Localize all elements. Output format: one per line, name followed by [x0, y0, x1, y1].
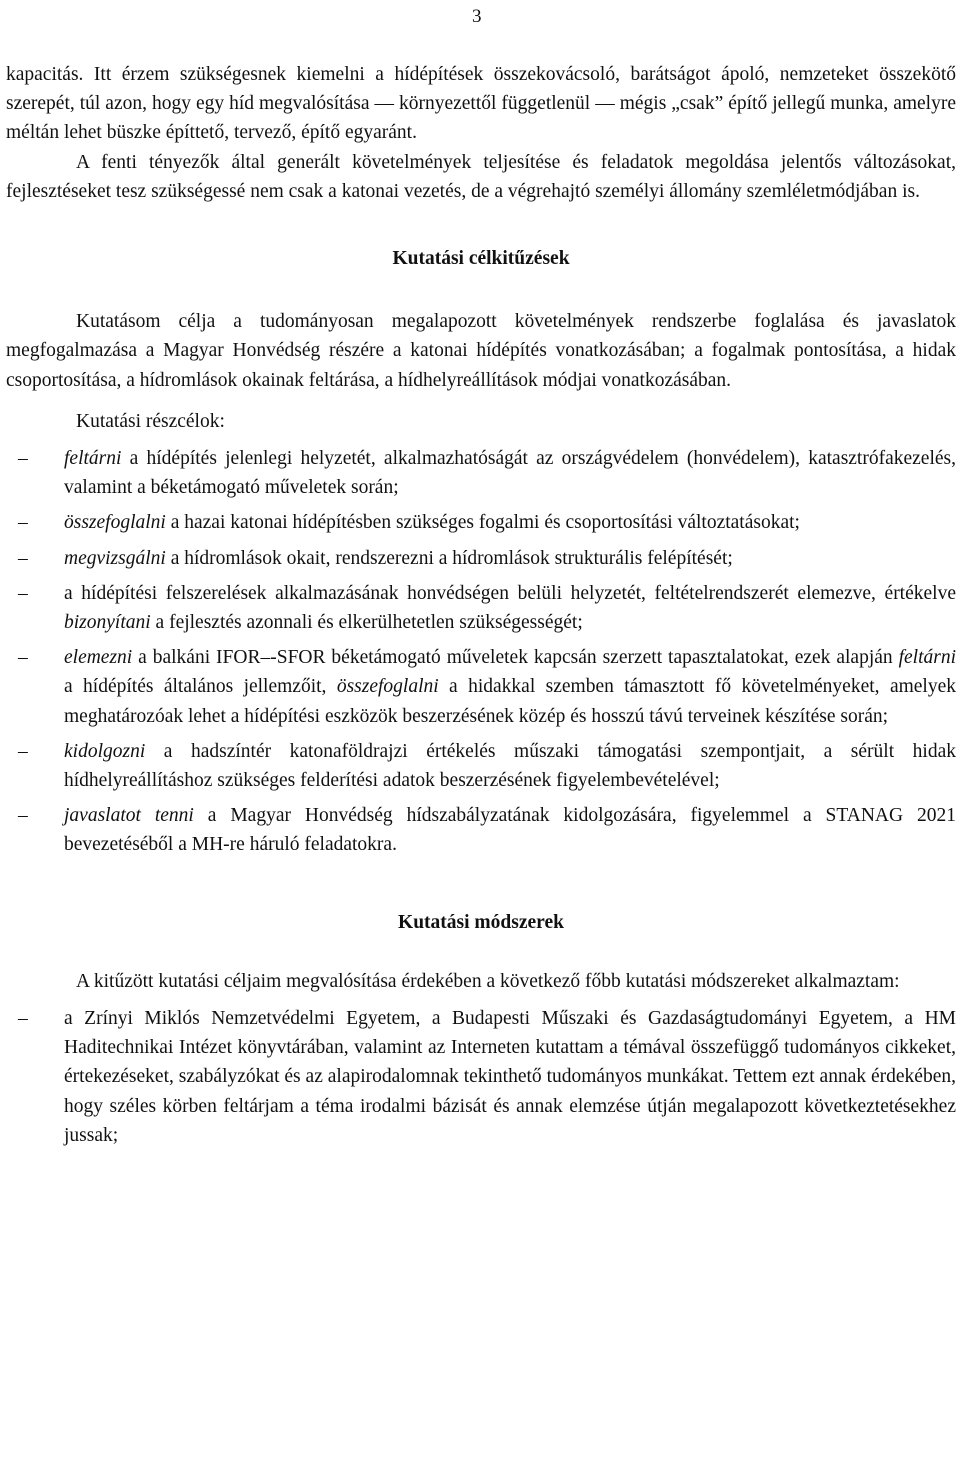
item-text: a hídépítés jelenlegi helyzetét, alkalmazhatóságát az országvédelem (honvédelem), katasztrófakezelés, valamint a béketámogató műveletek során;	[64, 448, 956, 499]
item-verb: feltárni	[898, 647, 956, 669]
item-text: a hídromlások okait, rendszerezni a hídromlások strukturális felépítését;	[165, 547, 733, 569]
dash-bullet: –	[18, 512, 28, 534]
item-text: a hídépítés általános jellemzőit,	[64, 676, 337, 698]
methods-list	[6, 1004, 956, 1150]
item-text: a Zrínyi Miklós Nemzetvédelmi Egyetem, a Budapesti Műszaki és Gazdaságtudományi Egyetem, a HM Haditechnikai Intézet könyvtárában, valamint az Interneten kutattam a témával összefüggő tudományos cikkeket, értekezéseket, szabályzókat és az alapirodalomnak tekinthető tudományos munkákat. Tettem ezt annak érdekében, hogy széles körben feltárjam a téma irodalmi bázisát és annak elemzése útján megalapozott következtetésekhez jussak;	[64, 1008, 956, 1146]
item-verb: megvizsgálni	[64, 547, 166, 569]
list-item	[6, 801, 956, 859]
list-item	[6, 579, 956, 637]
section-heading-methods: Kutatási módszerek	[398, 911, 564, 933]
item-verb: elemezni	[64, 647, 133, 669]
item-verb: kidolgozni	[64, 740, 146, 762]
intro-paragraph-2: A fenti tényezők által generált követelmények teljesítése és feladatok megoldása jelentős változásokat, fejlesztéseket tesz szükségessé nem csak a katonai vezetés, de a végrehajtó személyi állomány szemléletmódjában is.	[6, 151, 956, 202]
item-verb: összefoglalni	[336, 676, 439, 698]
list-item	[6, 643, 956, 731]
intro-paragraph-1: kapacitás. Itt érzem szükségesnek kiemelni a hídépítések összekovácsoló, barátságot ápoló, nemzeteket összekötő szerepét, túl azon, hogy egy híd megvalósítása — környezettől függetlenül — mégis „csak” építő jellegű munka, amelyre méltán lehet büszke építtető, tervező, építő egyaránt.	[6, 64, 956, 144]
item-text: a hazai katonai hídépítésben szükséges fogalmi és csoportosítási változtatásokat;	[165, 512, 800, 534]
dash-bullet: –	[18, 448, 28, 470]
item-text: a Magyar Honvédség hídszabályzatának kidolgozására, figyelemmel a STANAG 2021 bevezetéséből a MH-re háruló feladatokra.	[64, 805, 956, 856]
item-text: a fejlesztés azonnali és elkerülhetetlen szükségességét;	[150, 612, 583, 634]
item-verb: javaslatot tenni	[64, 805, 194, 827]
list-item	[6, 737, 956, 795]
goals-paragraph: Kutatásom célja a tudományosan megalapozott követelmények rendszerbe foglalása és javaslatok megfogalmazása a Magyar Honvédség részére a katonai hídépítés vonatkozásában; a fogalmak pontosítása, a hidak csoportosítása, a hídromlások okainak feltárása, a hídhelyreállítások módjai vonatkozásában.	[6, 311, 956, 391]
list-item	[6, 544, 956, 573]
list-item	[6, 1004, 956, 1150]
dash-bullet: –	[18, 647, 28, 669]
item-verb: bizonyítani	[64, 612, 151, 634]
page-number: 3	[472, 6, 482, 27]
methods-paragraph: A kitűzött kutatási céljaim megvalósítása érdekében a következő főbb kutatási módszereket alkalmaztam:	[76, 970, 900, 992]
document-body	[6, 60, 956, 1150]
subgoals-list	[6, 444, 956, 860]
item-text: a hidakkal szemben támasztott fő követelményeket, amelyek meghatározóak lehet a hídépítési eszközök beszerzésének közép és hosszú távú terveinek készítése során;	[64, 676, 956, 727]
item-text: a hadszíntér katonaföldrajzi értékelés műszaki támogatási szempontjait, a sérült hidak hídhelyreállításhoz szükséges felderítési adatok beszerzésének figyelembevételével;	[64, 740, 956, 792]
item-verb: összefoglalni	[64, 512, 166, 534]
dash-bullet: –	[18, 582, 28, 604]
dash-bullet: –	[18, 740, 28, 762]
item-text: a balkáni IFOR–-SFOR béketámogató műveletek kapcsán szerzett tapasztalatokat, ezek alapján	[132, 647, 899, 669]
subgoals-label: Kutatási részcélok:	[76, 410, 225, 432]
dash-bullet: –	[18, 547, 28, 569]
dash-bullet: –	[18, 1008, 28, 1030]
item-text: a hídépítési felszerelések alkalmazásának honvédségen belüli helyzetét, feltételrendszerét elemezve, értékelve	[64, 582, 956, 604]
dash-bullet: –	[18, 805, 28, 827]
list-item	[6, 444, 956, 502]
section-heading-goals: Kutatási célkitűzések	[392, 248, 570, 270]
item-verb: feltárni	[64, 448, 122, 470]
list-item	[6, 508, 956, 537]
